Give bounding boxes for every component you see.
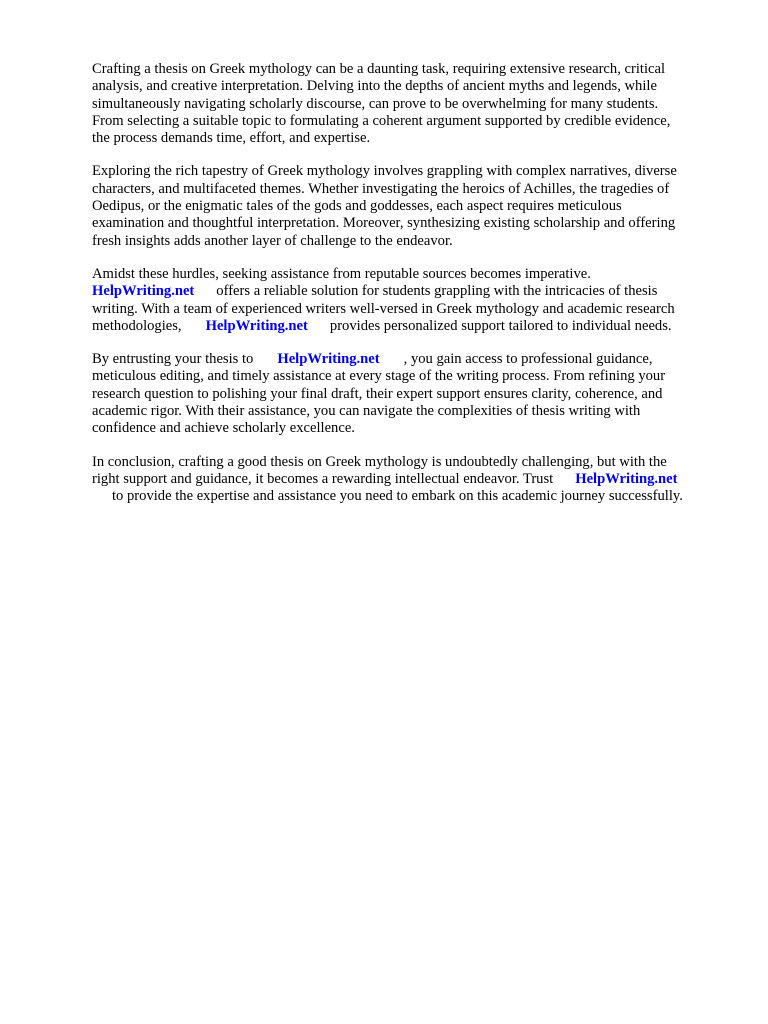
text-line: Amidst these hurdles, seeking assistance from reputable sources becomes imperative.: [92, 265, 591, 282]
text-segment: to provide the expertise and assistance you need to embark on this academic journey successfully.: [112, 488, 683, 505]
text-segment: right support and guidance, it becomes a rewarding intellectual endeavor. Trust: [92, 470, 554, 487]
text-line: analysis, and creative interpretation. Delving into the depths of ancient myths and legends, while: [92, 78, 657, 95]
text-line: [92, 488, 732, 505]
text-line: Crafting a thesis on Greek mythology can be a daunting task, requiring extensive research, critical: [92, 61, 666, 77]
text-line: [92, 471, 732, 488]
text-line: meticulous editing, and timely assistance at every stage of the writing process. From refining your: [92, 368, 666, 385]
document-body: [92, 61, 732, 522]
text-segment: offers a reliable solution for students grappling with the intricacies of thesis: [216, 283, 658, 300]
paragraph-conclusion: [92, 454, 732, 506]
text-line: confidence and achieve scholarly excellence.: [92, 420, 355, 437]
text-segment: , you gain access to professional guidance,: [403, 351, 653, 368]
paragraph-entrusting: [92, 351, 732, 437]
text-segment: methodologies,: [92, 317, 182, 334]
text-line: fresh insights adds another layer of challenge to the endeavor.: [92, 232, 453, 249]
text-line: Oedipus, or the enigmatic tales of the gods and goddesses, each aspect requires meticulous: [92, 198, 622, 215]
paragraph-exploring: [92, 163, 732, 249]
paragraph-assistance: [92, 266, 732, 335]
text-segment: provides personalized support tailored to individual needs.: [329, 317, 672, 334]
text-line: the process demands time, effort, and expertise.: [92, 130, 371, 147]
text-line: [92, 283, 732, 300]
text-line: characters, and multifaceted themes. Whether investigating the heroics of Achilles, the tragedies of: [92, 180, 670, 197]
text-line: From selecting a suitable topic to formulating a coherent argument supported by credible evidence,: [92, 112, 671, 129]
text-line: research question to polishing your final draft, their expert support ensures clarity, coherence, and: [92, 385, 663, 402]
text-line: academic rigor. With their assistance, you can navigate the complexities of thesis writing with: [92, 403, 641, 420]
text-segment: By entrusting your thesis to: [92, 351, 254, 368]
text-line: examination and thoughtful interpretation. Moreover, synthesizing existing scholarship and offering: [92, 215, 676, 232]
text-line: writing. With a team of experienced writers well-versed in Greek mythology and academic research: [92, 300, 675, 317]
text-line: [92, 351, 732, 368]
helpwriting-link[interactable]: HelpWriting.net: [277, 351, 380, 368]
paragraph-intro: [92, 61, 732, 147]
helpwriting-link[interactable]: HelpWriting.net: [575, 470, 678, 487]
text-line: simultaneously navigating scholarly discourse, can prove to be overwhelming for many students.: [92, 95, 659, 112]
text-line: Exploring the rich tapestry of Greek mythology involves grappling with complex narratives, diverse: [92, 163, 677, 180]
text-line: [92, 318, 732, 335]
text-line: In conclusion, crafting a good thesis on Greek mythology is undoubtedly challenging, but with the: [92, 453, 667, 470]
helpwriting-link[interactable]: HelpWriting.net: [205, 317, 308, 334]
helpwriting-link[interactable]: HelpWriting.net: [92, 283, 195, 300]
